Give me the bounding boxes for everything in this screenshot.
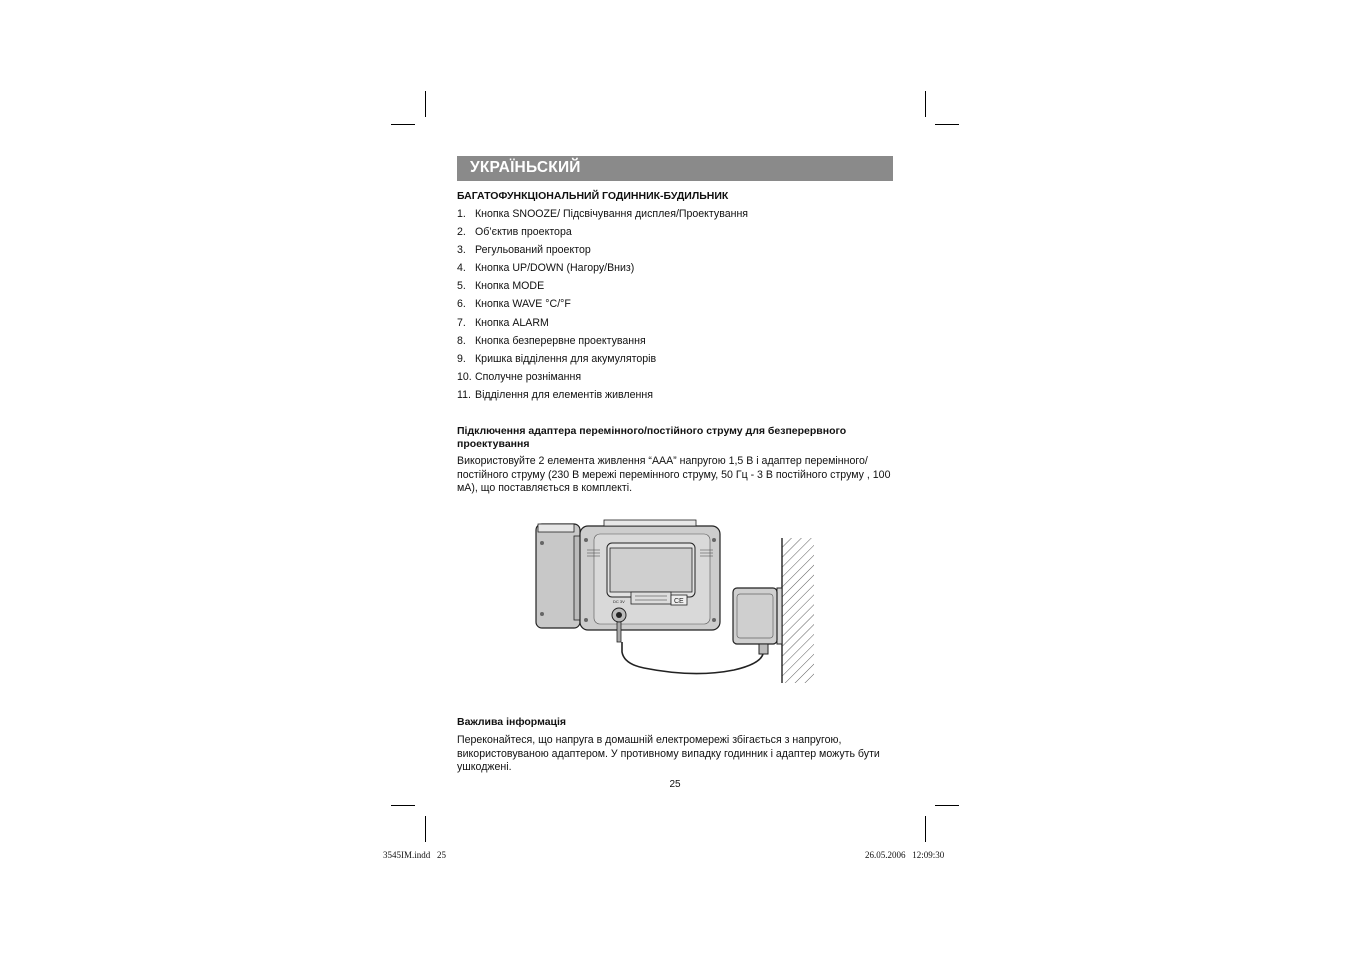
clock-illustration (536, 520, 720, 642)
slug-file-info: 3545IM.indd 25 (383, 850, 446, 860)
adapter-section-text: Використовуйте 2 елемента живлення “ААА” напругою 1,5 В і адаптер перемінного/постійного струму (230 В мережі перемінного струму, 50 Гц - 3 В постійного струму , 100 мА), що поставляється в комплекті. (457, 455, 891, 495)
crop-mark-top-right-vertical (925, 91, 926, 117)
crop-mark-top-left-horizontal (391, 124, 415, 125)
list-item: 2. Об’єктив проектора (457, 226, 572, 239)
power-cable (622, 642, 763, 674)
page-number: 25 (669, 779, 681, 790)
language-header-label: УКРАЇНЬСКИЙ (470, 159, 581, 176)
important-info-title: Важлива інформація (457, 716, 567, 728)
list-item: 7. Кнопка ALARM (457, 316, 549, 329)
slug-datetime: 26.05.2006 12:09:30 (865, 850, 945, 860)
ce-mark: CE (674, 598, 684, 605)
list-item: 3. Регульований проектор (457, 244, 591, 257)
list-item: 11. Відділення для елементів живлення (457, 388, 653, 401)
crop-mark-top-right-horizontal (935, 124, 959, 125)
crop-mark-bottom-right-vertical (925, 816, 926, 842)
list-item: 8. Кнопка безперервне проектування (457, 334, 646, 347)
wall-illustration (782, 538, 814, 683)
parts-list (457, 207, 748, 406)
section-title: БАГАТОФУНКЦІОНАЛЬНИЙ ГОДИННИК-БУДИЛЬНИК (457, 190, 729, 202)
crop-mark-bottom-left-vertical (425, 816, 426, 842)
list-item: 1. Кнопка SNOOZE/ Підсвічування дисплея/Проектування (457, 208, 749, 220)
adapter-illustration (733, 588, 782, 654)
language-header-bar (457, 156, 893, 181)
adapter-section-title: Підключення адаптера перемінного/постійного струму для безперервного проектування (457, 425, 847, 450)
list-item: 10. Сполучне рознімання (457, 370, 582, 383)
crop-mark-bottom-left-horizontal (391, 805, 415, 806)
crop-mark-bottom-right-horizontal (935, 805, 959, 806)
list-item: 4. Кнопка UP/DOWN (Нагору/Вниз) (457, 262, 635, 275)
crop-mark-top-left-vertical (425, 91, 426, 117)
list-item: 5. Кнопка MODE (457, 280, 545, 293)
list-item: 6. Кнопка WAVE °C/°F (457, 298, 571, 311)
important-info-text: Переконайтеся, що напруга в домашній електромережі збігається з напругою, використовуваною адаптером. У противному випадку годинник і адаптер можуть бути ушкоджені. (457, 734, 880, 774)
dc-input-label: DC 3V (613, 599, 625, 604)
adapter-connection-diagram (534, 518, 819, 688)
list-item: 9. Кришка відділення для акумуляторів (457, 352, 657, 365)
